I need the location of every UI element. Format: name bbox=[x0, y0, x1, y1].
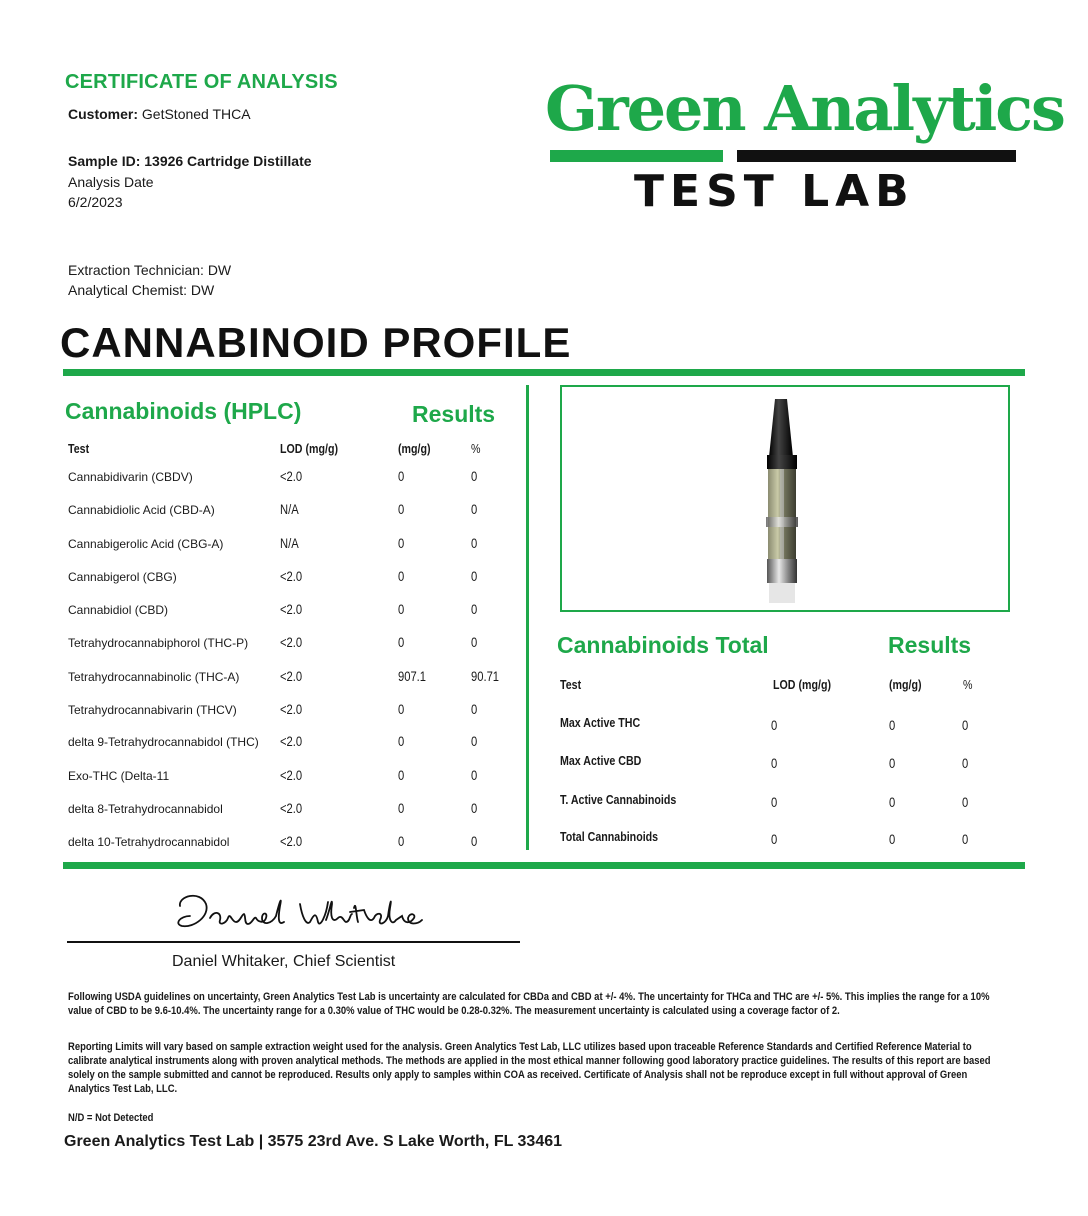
signature-image bbox=[170, 886, 430, 940]
hplc-cell-pct: 0 bbox=[471, 634, 478, 650]
hplc-cell-test: Cannabigerolic Acid (CBG-A) bbox=[68, 537, 224, 551]
totals-cell-lod: 0 bbox=[771, 717, 778, 733]
hplc-cell-lod: <2.0 bbox=[280, 468, 303, 484]
totals-heading: Cannabinoids Total bbox=[557, 632, 769, 658]
hplc-cell-pct: 0 bbox=[471, 701, 478, 717]
analysis-date: 6/2/2023 bbox=[68, 194, 123, 210]
totals-cell-lod: 0 bbox=[771, 831, 778, 847]
analytical-chemist: Analytical Chemist: DW bbox=[68, 282, 215, 298]
totals-cell-lod: 0 bbox=[771, 794, 778, 810]
logo-subtitle: TEST LAB bbox=[634, 166, 915, 217]
hplc-cell-lod: <2.0 bbox=[280, 701, 303, 717]
totals-cell-test: T. Active Cannabinoids bbox=[560, 792, 677, 807]
hplc-cell-pct: 0 bbox=[471, 568, 478, 584]
hplc-cell-test: Tetrahydrocannabinolic (THC-A) bbox=[68, 670, 240, 684]
logo-green-bar bbox=[550, 150, 723, 162]
signatory-name: Daniel Whitaker, Chief Scientist bbox=[172, 953, 396, 970]
hplc-cell-lod: <2.0 bbox=[280, 733, 303, 749]
hplc-results-heading: Results bbox=[412, 401, 496, 427]
totals-cell-test: Max Active THC bbox=[560, 715, 641, 730]
footer-address: Green Analytics Test Lab | 3575 23rd Ave. S Lake Worth, FL 33461 bbox=[64, 1133, 563, 1150]
hplc-cell-lod: <2.0 bbox=[280, 568, 303, 584]
totals-cell-test: Total Cannabinoids bbox=[560, 829, 659, 844]
hplc-cell-lod: <2.0 bbox=[280, 833, 303, 849]
totals-cell-lod: 0 bbox=[771, 755, 778, 771]
hplc-cell-test: Exo-THC (Delta-11 bbox=[68, 769, 170, 783]
certificate-title: CERTIFICATE OF ANALYSIS bbox=[65, 71, 338, 93]
totals-col-pct: % bbox=[963, 677, 973, 692]
hplc-cell-pct: 0 bbox=[471, 535, 478, 551]
hplc-col-lod: LOD (mg/g) bbox=[280, 441, 339, 456]
totals-cell-mg: 0 bbox=[889, 794, 896, 810]
cartridge-image bbox=[562, 387, 1008, 610]
hplc-cell-pct: 0 bbox=[471, 733, 478, 749]
customer-line bbox=[68, 106, 251, 122]
sample-id: Sample ID: 13926 Cartridge Distillate bbox=[68, 153, 312, 169]
hplc-cell-pct: 0 bbox=[471, 800, 478, 816]
hplc-cell-mg: 0 bbox=[398, 701, 405, 717]
divider-bottom bbox=[63, 862, 1025, 869]
logo-wordmark: Green Analytics bbox=[545, 72, 1064, 145]
hplc-cell-test: delta 9-Tetrahydrocannabidol (THC) bbox=[68, 735, 259, 749]
hplc-cell-mg: 0 bbox=[398, 535, 405, 551]
product-photo-frame bbox=[560, 385, 1010, 612]
hplc-cell-pct: 0 bbox=[471, 468, 478, 484]
hplc-cell-test: Cannabidiol (CBD) bbox=[68, 603, 169, 617]
totals-results-heading: Results bbox=[888, 632, 972, 658]
hplc-cell-test: Cannabidivarin (CBDV) bbox=[68, 470, 193, 484]
hplc-cell-pct: 0 bbox=[471, 601, 478, 617]
hplc-cell-mg: 0 bbox=[398, 501, 405, 517]
hplc-cell-mg: 0 bbox=[398, 568, 405, 584]
totals-cell-mg: 0 bbox=[889, 831, 896, 847]
hplc-cell-test: delta 10-Tetrahydrocannabidol bbox=[68, 835, 230, 849]
hplc-cell-lod: <2.0 bbox=[280, 634, 303, 650]
hplc-cell-test: Cannabigerol (CBG) bbox=[68, 570, 177, 584]
hplc-cell-lod: <2.0 bbox=[280, 800, 303, 816]
hplc-col-pct: % bbox=[471, 441, 481, 456]
hplc-cell-pct: 0 bbox=[471, 767, 478, 783]
hplc-cell-mg: 0 bbox=[398, 634, 405, 650]
hplc-cell-test: Tetrahydrocannabivarin (THCV) bbox=[68, 703, 237, 717]
nd-note: N/D = Not Detected bbox=[68, 1112, 154, 1124]
totals-cell-pct: 0 bbox=[962, 755, 969, 771]
totals-cell-pct: 0 bbox=[962, 831, 969, 847]
hplc-cell-lod: <2.0 bbox=[280, 668, 303, 684]
signature-line bbox=[67, 941, 520, 943]
hplc-cell-lod: <2.0 bbox=[280, 767, 303, 783]
hplc-cell-pct: 90.71 bbox=[471, 668, 500, 684]
totals-cell-mg: 0 bbox=[889, 717, 896, 733]
hplc-cell-pct: 0 bbox=[471, 833, 478, 849]
analysis-date-label: Analysis Date bbox=[68, 174, 154, 190]
hplc-heading: Cannabinoids (HPLC) bbox=[65, 398, 302, 424]
logo-black-bar bbox=[737, 150, 1016, 162]
hplc-cell-test: delta 8-Tetrahydrocannabidol bbox=[68, 802, 223, 816]
profile-title: CANNABINOID PROFILE bbox=[60, 319, 572, 366]
divider-top bbox=[63, 369, 1025, 376]
customer-value: GetStoned THCA bbox=[141, 106, 251, 122]
hplc-cell-mg: 0 bbox=[398, 767, 405, 783]
hplc-cell-mg: 0 bbox=[398, 733, 405, 749]
hplc-cell-test: Tetrahydrocannabiphorol (THC-P) bbox=[68, 636, 249, 650]
hplc-col-mg: (mg/g) bbox=[398, 441, 431, 456]
totals-col-mg: (mg/g) bbox=[889, 677, 922, 692]
hplc-cell-mg: 0 bbox=[398, 800, 405, 816]
totals-col-test: Test bbox=[560, 677, 582, 692]
reporting-note: Reporting Limits will vary based on sample extraction weight used for the analysis. Green Analytics Test Lab, LLC utilizes based upon traceable Reference Standards and Certified Reference Material to calibrate analytical instruments along with proven analytical methods. The methods are applied in the most ethical manner following good laboratory practice guidelines. The results of this report are based solely on the sample submitted and cannot be reproduced. Results only apply to samples within COA as received. Certificate of Analysis shall not be reproduce except in full without approval of Green Analytics Test Lab, LLC. bbox=[68, 1041, 991, 1095]
hplc-cell-mg: 0 bbox=[398, 468, 405, 484]
column-divider bbox=[526, 385, 529, 850]
totals-cell-mg: 0 bbox=[889, 755, 896, 771]
totals-cell-pct: 0 bbox=[962, 794, 969, 810]
hplc-cell-pct: 0 bbox=[471, 501, 478, 517]
totals-cell-test: Max Active CBD bbox=[560, 753, 642, 768]
hplc-cell-lod: <2.0 bbox=[280, 601, 303, 617]
totals-col-lod: LOD (mg/g) bbox=[773, 677, 832, 692]
totals-cell-pct: 0 bbox=[962, 717, 969, 733]
extraction-technician: Extraction Technician: DW bbox=[68, 262, 232, 278]
hplc-col-test: Test bbox=[68, 441, 90, 456]
uncertainty-note: Following USDA guidelines on uncertainty, Green Analytics Test Lab is uncertainty are calculated for CBDa and CBD at +/- 4%. The uncertainty for THCa and THC are +/- 5%. This implies the range for a 10% value of CBD to be 9.6-10.4%. The uncertainty range for a 0.30% value of THC would be 0.28-0.32%. The measurement uncertainty is calculated using a coverage factor of 2. bbox=[68, 991, 990, 1017]
customer-label: Customer: bbox=[68, 106, 139, 122]
hplc-cell-lod: N/A bbox=[280, 501, 299, 517]
hplc-cell-mg: 0 bbox=[398, 833, 405, 849]
hplc-cell-test: Cannabidiolic Acid (CBD-A) bbox=[68, 503, 215, 517]
hplc-cell-mg: 907.1 bbox=[398, 668, 427, 684]
hplc-cell-mg: 0 bbox=[398, 601, 405, 617]
hplc-cell-lod: N/A bbox=[280, 535, 299, 551]
